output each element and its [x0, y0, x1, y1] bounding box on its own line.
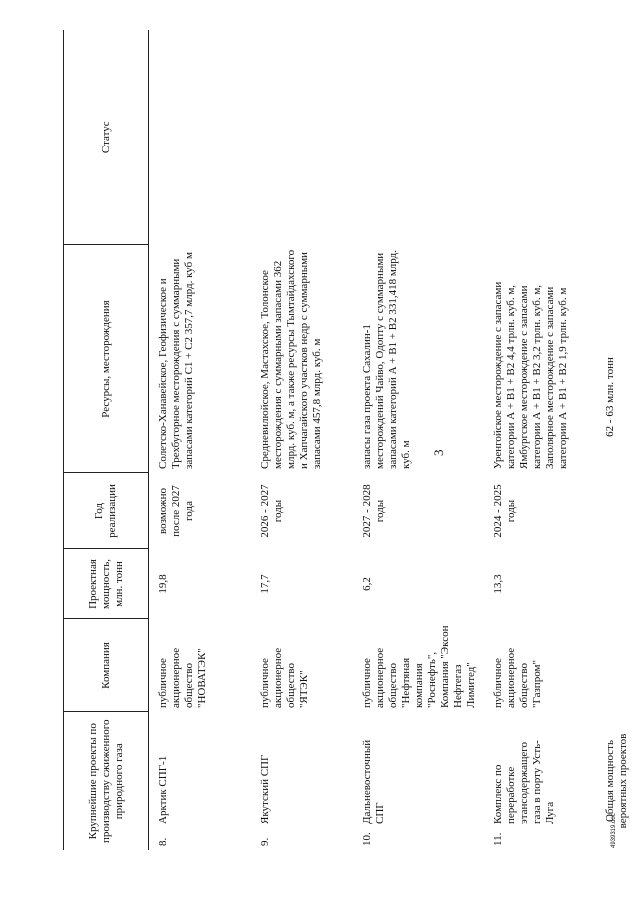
year-cell: 2027 - 2028 годы — [360, 484, 386, 538]
year-cell: возможно после 2027 года — [157, 485, 195, 537]
row-number: 9. — [258, 837, 271, 846]
capacity-cell: 17,7 — [258, 574, 271, 594]
table-row — [353, 30, 484, 850]
resources-cell: Средневилюйское, Мастахское, Толонское месторождения с суммарными запасами 362 млрд. куб. м, а также ресурсы Тымтайдахского и Хапчагайского участков недр с суммарными запасами 457,8 млрд. куб. м — [258, 249, 323, 469]
project-name: Комплекс по переработке этансодержащего газа в порту Усть-Луга — [491, 740, 556, 824]
total-row — [596, 30, 636, 850]
row-number: 11. — [491, 832, 504, 846]
header-company: Компания — [64, 619, 149, 712]
header-project: Крупнейшие проекты по производству сжиженного природного газа — [64, 712, 149, 850]
year-cell: 2026 - 2027 годы — [258, 484, 284, 538]
page-number: 3 — [431, 449, 446, 456]
table-header-row — [64, 30, 149, 850]
project-name: Дальневосточный СПГ — [360, 739, 386, 824]
rotated-document — [45, 30, 629, 850]
row-number: 8. — [157, 837, 169, 846]
header-year: Год реализации — [64, 473, 149, 549]
capacity-cell: 19,8 — [157, 574, 169, 594]
project-cell — [484, 712, 596, 850]
header-status: Статус — [64, 30, 149, 245]
project-cell — [149, 712, 251, 850]
status-cell — [484, 30, 596, 245]
row-number: 10. — [360, 832, 373, 846]
total-value: 62 - 63 млн. тонн — [603, 357, 616, 437]
table-row — [484, 30, 596, 850]
status-cell — [251, 30, 353, 245]
resources-cell: Солетско-Ханавейское, Геофизическое и Трехбугорное месторождения с суммарными запасами категорий С1 + С2 357,7 млрд. куб м — [157, 252, 195, 469]
file-name-footer: 4939319.doc — [611, 813, 617, 848]
project-name: Якутский СПГ — [258, 754, 271, 824]
header-resources: Ресурсы, месторождения — [64, 245, 149, 473]
table-row — [251, 30, 353, 850]
table-row — [149, 30, 251, 850]
project-name: Арктик СПГ-1 — [157, 755, 169, 824]
capacity-cell: 6,2 — [360, 577, 373, 591]
company-cell: публичное акционерное общество "Нефтяная компания "Роснефть", Компания "Эксон Нефтегаз Лимитед" — [360, 625, 477, 708]
capacity-cell: 13,3 — [491, 574, 504, 594]
status-cell — [149, 30, 251, 245]
header-capacity: Проектная мощность, млн. тонн — [64, 549, 149, 619]
company-cell: публичное акционерное общество "НОВАТЭК" — [157, 647, 208, 708]
project-cell — [353, 712, 484, 850]
company-cell: публичное акционерное общество "ЯТЭК" — [258, 647, 310, 708]
company-cell: публичное акционерное общество "Газпром" — [491, 647, 543, 708]
resources-cell: запасы газа проекта Сахалин-1 месторождений Чайво, Одопту с суммарными запасами категорий А + В1 + В2 331,418 млрд. куб. м — [360, 249, 412, 469]
year-cell: 2024 - 2025 годы — [491, 484, 517, 538]
project-cell — [251, 712, 353, 850]
status-cell — [353, 30, 484, 245]
resources-cell: Уренгойское месторождение с запасами категории А + В1 + В2 4,4 трлн. куб. м, Ямбургское месторождение с запасами категории А + В1 + В2 3,2 трлн. куб. м, Заполярное месторождение с запасами категории А + В1 + В2 1,9 трлн. куб. м — [491, 281, 569, 469]
total-label: Общая мощность вероятных проектов — [603, 733, 629, 829]
projects-table — [63, 30, 636, 850]
